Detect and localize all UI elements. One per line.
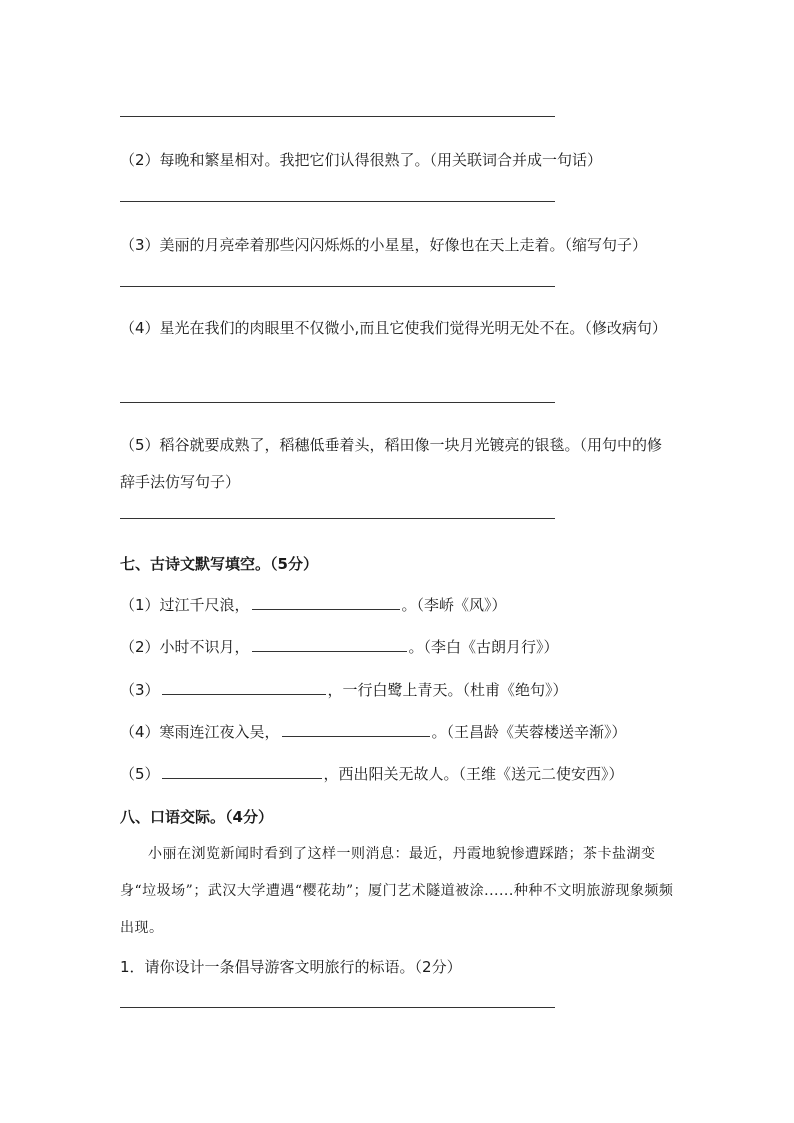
answer-line xyxy=(120,1007,555,1008)
poem-line-4 xyxy=(120,722,627,742)
poem-line-text: ，西出阳关无故人。（王维《送元二使安西》） xyxy=(323,765,624,783)
question-4: （4）星光在我们的肉眼里不仅微小,而且它使我们觉得光明无处不在。（修改病句） xyxy=(120,319,667,337)
poem-line-text: （4）寒雨连江夜入吴， xyxy=(120,723,280,741)
poem-line-text: 。（李白《古朗月行》） xyxy=(408,638,559,656)
poem-line-1 xyxy=(120,595,507,615)
fill-blank[interactable] xyxy=(252,637,407,652)
fill-blank[interactable] xyxy=(162,764,322,779)
fill-blank[interactable] xyxy=(252,595,400,610)
fill-blank[interactable] xyxy=(162,680,326,695)
question-5: （5）稻谷就要成熟了，稻穗低垂着头，稻田像一块月光镀亮的银毯。（用句中的修辞手法仿写句子） xyxy=(120,436,663,491)
answer-line xyxy=(120,402,555,403)
fill-blank[interactable] xyxy=(282,722,430,737)
answer-line xyxy=(120,201,555,202)
poem-line-2 xyxy=(120,637,559,657)
poem-line-5 xyxy=(120,764,624,784)
poem-line-text: 。（王昌龄《芙蓉楼送辛渐》） xyxy=(431,723,627,741)
answer-line xyxy=(120,518,555,519)
question-8-1: 1．请你设计一条倡导游客文明旅行的标语。（2分） xyxy=(120,958,462,976)
poem-line-text: ，一行白鹭上青天。（杜甫《绝句》） xyxy=(327,681,568,699)
poem-line-3 xyxy=(120,680,568,700)
poem-line-text: （3） xyxy=(120,681,160,699)
poem-line-text: （1）过江千尺浪， xyxy=(120,596,250,614)
question-3: （3）美丽的月亮牵着那些闪闪烁烁的小星星，好像也在天上走着。（缩写句子） xyxy=(120,236,648,254)
question-2: （2）每晚和繁星相对。我把它们认得很熟了。（用关联词合并成一句话） xyxy=(120,151,603,169)
section-8-heading: 八、口语交际。（4分） xyxy=(120,808,273,826)
poem-line-text: 。（李峤《风》） xyxy=(401,596,507,614)
poem-line-text: （2）小时不识月， xyxy=(120,638,250,656)
news-passage: 小丽在浏览新闻时看到了这样一则消息：最近，丹霞地貌惨遭踩踏；茶卡盐湖变身“垃圾场”；武汉大学遭遇“樱花劫”；厦门艺术隧道被涂......种种不文明旅游现象频频出现。 xyxy=(120,846,674,936)
answer-line xyxy=(120,116,555,117)
poem-line-text: （5） xyxy=(120,765,160,783)
section-7-heading: 七、古诗文默写填空。（5分） xyxy=(120,555,318,573)
answer-line xyxy=(120,286,555,287)
